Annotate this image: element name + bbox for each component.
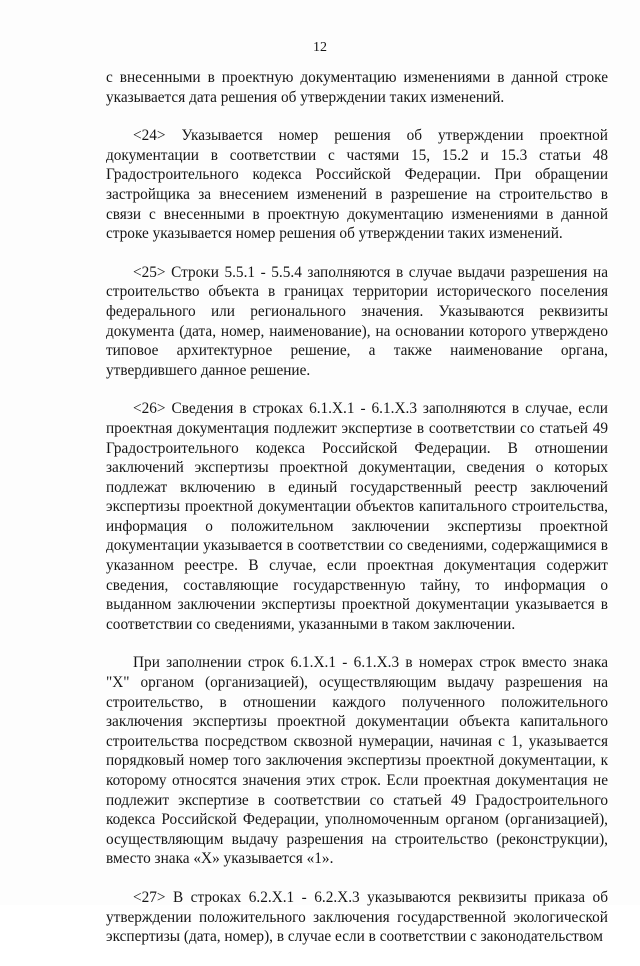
document-body <box>106 68 608 966</box>
footnote-25: <25> Строки 5.5.1 - 5.5.4 заполняются в случае выдачи разрешения на строительство объекта в границах территории исторического поселения федерального или регионального значения. Указываются реквизиты документа (дата, номер, наименование), на основании которого утверждено типовое архитектурное решение, а также наименование органа, утвердившего данное решение. <box>106 263 608 379</box>
page-number: 12 <box>313 40 327 55</box>
footnote-26-details: При заполнении строк 6.1.Х.1 - 6.1.Х.3 в номерах строк вместо знака "Х" органом (организацией), осуществляющим выдачу разрешения на строительство, в отношении каждого полученного положительного заключения экспертизы проектной документации объекта капитального строительства посредством сквозной нумерации, начиная с 1, указывается порядковый номер того заключения экспертизы проектной документации, к которому относятся значения этих строк. Если проектная документация не подлежит экспертизе в соответствии со статьей 49 Градостроительного кодекса Российской Федерации, уполномоченным органом (организацией), осуществляющим выдачу разрешения на строительство (реконструкции), вместо знака «Х» указывается «1». <box>106 654 608 868</box>
paragraph-continuation: с внесенными в проектную документацию изменениями в данной строке указывается дата решения об утверждении таких изменений. <box>106 69 608 106</box>
footnote-24: <24> Указывается номер решения об утверждении проектной документации в соответствии с частями 15, 15.2 и 15.3 статьи 48 Градостроительного кодекса Российской Федерации. При обращении застройщика за внесением изменений в разрешение на строительство в связи с внесенными в проектную документацию изменениями в данной строке указывается номер решения об утверждении таких изменений. <box>106 127 608 243</box>
footnote-26: <26> Сведения в строках 6.1.Х.1 - 6.1.Х.3 заполняются в случае, если проектная документация подлежит экспертизе в соответствии со статьей 49 Градостроительного кодекса Российской Федерации. В отношении заключений экспертизы проектной документации, сведения о которых подлежат включению в единый государственный реестр заключений экспертизы проектной документации объектов капитального строительства, информация о положительном заключении экспертизы проектной документации указывается в соответствии со сведениями, содержащимися в указанном реестре. В случае, если проектная документация содержит сведения, составляющие государственную тайну, то информация о выданном заключении экспертизы проектной документации указывается в соответствии со сведениями, указанными в таком заключении. <box>106 400 608 633</box>
footnote-27: <27> В строках 6.2.Х.1 - 6.2.Х.3 указываются реквизиты приказа об утверждении положительного заключения государственной экологической экспертизы (дата, номер), в случае если в соответствии с законодательством <box>106 888 608 946</box>
